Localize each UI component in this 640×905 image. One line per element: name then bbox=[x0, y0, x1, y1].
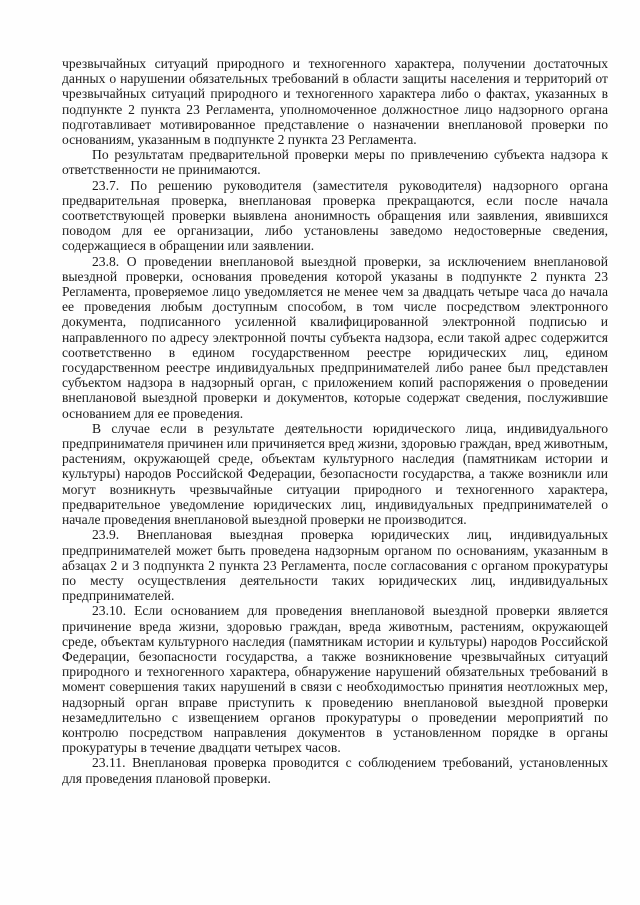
paragraph-preliminary-check-result: По результатам предварительной проверки меры по привлечению субъекта надзора к ответственности не принимаются. bbox=[62, 147, 608, 178]
paragraph-continuation: чрезвычайных ситуаций природного и техногенного характера, получении достаточных данных о нарушении обязательных требований в области защиты населения и территорий от чрезвычайных ситуаций природного и техногенного характера либо о фактах, указанных в подпункте 2 пункта 23 Регламента, уполномоченное должностное лицо надзорного органа подготавливает мотивированное представление о назначении внеплановой проверки по основаниям, указанным в подпункте 2 пункта 23 Регламента. bbox=[62, 56, 608, 148]
document-body bbox=[62, 56, 608, 786]
paragraph-23-7: 23.7. По решению руководителя (заместителя руководителя) надзорного органа предварительная проверка, внеплановая проверка прекращаются, если после начала соответствующей проверки выявлена анонимность обращения или заявления, явившихся поводом для ее организации, либо установлены заведомо недостоверные сведения, содержащиеся в обращении или заявлении. bbox=[62, 177, 608, 254]
paragraph-23-10: 23.10. Если основанием для проведения внеплановой выездной проверки является причинение вреда жизни, здоровью граждан, вреда животным, растениям, окружающей среде, объектам культурного наследия (памятникам истории и культуры) народов Российской Федерации, безопасности государства, а также возникновение чрезвычайных ситуаций природного и техногенного характера, обнаружение нарушений обязательных требований в момент совершения таких нарушений в связи с необходимостью принятия неотложных мер, надзорный орган вправе приступить к проведению внеплановой выездной проверки незамедлительно с извещением органов прокуратуры о проведении мероприятий по контролю посредством направления документов в установленном порядке в органы прокуратуры в течение двадцати четырех часов. bbox=[62, 603, 608, 756]
paragraph-23-8-exception: В случае если в результате деятельности юридического лица, индивидуального предпринимателя причинен или причиняется вред жизни, здоровью граждан, вред животным, растениям, окружающей среде, объектам культурного наследия (памятникам истории и культуры) народов Российской Федерации, безопасности государства, а также возникли или могут возникнуть чрезвычайные ситуации природного и техногенного характера, предварительное уведомление юридических лиц, индивидуальных предпринимателей о начале проведения внеплановой выездной проверки не производится. bbox=[62, 420, 608, 528]
paragraph-23-9: 23.9. Внеплановая выездная проверка юридических лиц, индивидуальных предпринимателей может быть проведена надзорным органом по основаниям, указанным в абзацах 2 и 3 подпункта 2 пункта 23 Регламента, после согласования с органом прокуратуры по месту осуществления деятельности таких юридических лиц, индивидуальных предпринимателей. bbox=[62, 527, 608, 604]
paragraph-23-11: 23.11. Внеплановая проверка проводится с соблюдением требований, установленных для проведения плановой проверки. bbox=[62, 755, 608, 786]
paragraph-23-8: 23.8. О проведении внеплановой выездной проверки, за исключением внеплановой выездной проверки, основания проведения которой указаны в подпункте 2 пункта 23 Регламента, проверяемое лицо уведомляется не менее чем за двадцать четыре часа до начала ее проведения любым доступным способом, в том числе посредством электронного документа, подписанного усиленной квалифицированной электронной подписью и направленного по адресу электронной почты субъекта надзора, если такой адрес содержится соответственно в едином государственном реестре юридических лиц, едином государственном реестре индивидуальных предпринимателей либо ранее был представлен субъектом надзора в надзорный орган, с приложением копий распоряжения о проведении внеплановой выездной проверки и документов, которые содержат сведения, послужившие основанием для ее проведения. bbox=[62, 253, 608, 421]
